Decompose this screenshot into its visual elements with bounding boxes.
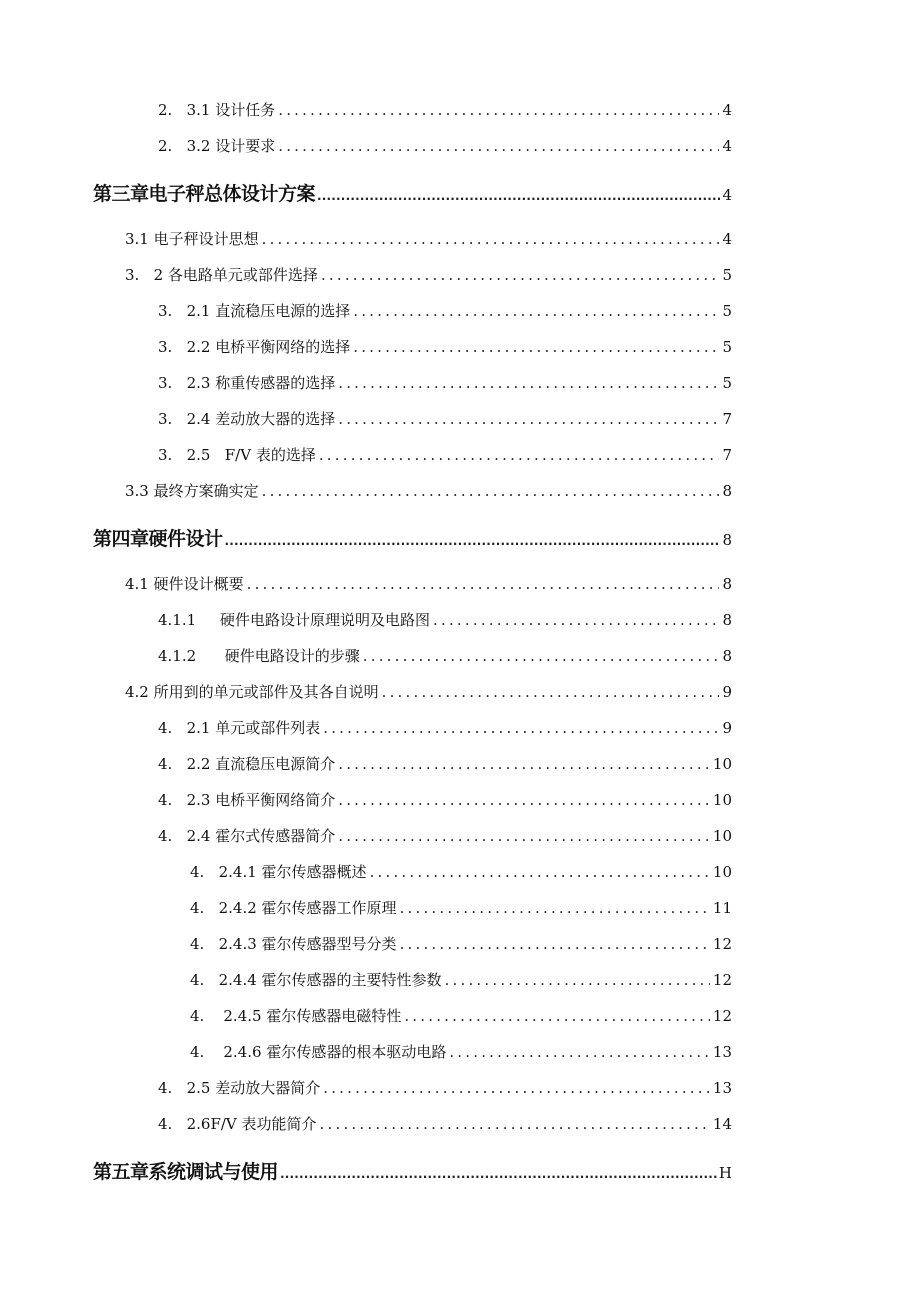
dot-leader	[353, 299, 719, 323]
toc-page-number: 4	[722, 137, 732, 155]
toc-chapter-entry[interactable]	[93, 1158, 732, 1186]
toc-entry-title: 3. 2.1 直流稳压电源的选择	[158, 302, 351, 320]
toc-page-number: 12	[712, 935, 732, 953]
toc-entry-title: 4. 2.4.3 霍尔传感器型号分类	[190, 935, 397, 953]
toc-entry-title: 3. 2.2 电桥平衡网络的选择	[158, 338, 351, 356]
toc-page-number: 10	[712, 755, 732, 773]
toc-page-number: 5	[722, 266, 732, 284]
toc-entry-title: 3.3 最终方案确实定	[125, 482, 259, 500]
toc-entry[interactable]	[125, 680, 732, 704]
toc-entry[interactable]	[158, 1076, 732, 1100]
toc-entry-title: 4. 2.3 电桥平衡网络简介	[158, 791, 336, 809]
toc-entry[interactable]	[125, 479, 732, 503]
toc-chapter-title: 第三章电子秤总体设计方案	[93, 183, 316, 205]
dot-leader	[320, 1112, 710, 1136]
toc-page-number: 8	[722, 531, 732, 549]
toc-page-number: 12	[712, 971, 732, 989]
toc-entry[interactable]	[125, 263, 732, 287]
dot-leader	[338, 788, 710, 812]
toc-entry[interactable]	[158, 752, 732, 776]
toc-entry[interactable]	[190, 932, 732, 956]
toc-entry-title: 4.1 硬件设计概要	[125, 575, 244, 593]
dot-leader	[247, 572, 720, 596]
toc-entry[interactable]	[125, 572, 732, 596]
toc-page-number: 10	[712, 863, 732, 881]
toc-entry[interactable]	[190, 860, 732, 884]
toc-entry[interactable]	[158, 644, 732, 668]
toc-entry-title: 2. 3.1 设计任务	[158, 101, 276, 119]
toc-entry-title: 4. 2.4 霍尔式传感器简介	[158, 827, 336, 845]
toc-entry[interactable]	[158, 608, 732, 632]
toc-entry-title: 3. 2.4 差动放大器的选择	[158, 410, 336, 428]
toc-page-number: 5	[722, 338, 732, 356]
toc-entry-title: 4.1.1 硬件电路设计原理说明及电路图	[158, 611, 431, 629]
toc-page-number: 5	[722, 374, 732, 392]
toc-chapter-entry[interactable]	[93, 180, 732, 208]
toc-page-number: 10	[712, 827, 732, 845]
toc-page-number: 7	[722, 410, 732, 428]
toc-page-number: 8	[722, 482, 732, 500]
toc-entry[interactable]	[190, 1004, 732, 1028]
toc-entry-title: 4. 2.4.5 霍尔传感器电磁特性	[190, 1007, 402, 1025]
toc-page-number: 4	[722, 101, 732, 119]
toc-entry-title: 3.1 电子秤设计思想	[125, 230, 259, 248]
toc-page-number: 10	[712, 791, 732, 809]
toc-page-number: 7	[722, 446, 732, 464]
toc-chapter-title: 第四章硬件设计	[93, 528, 223, 550]
toc-page-number: 4	[722, 186, 732, 204]
toc-entry[interactable]	[158, 788, 732, 812]
toc-entry-title: 3. 2 各电路单元或部件选择	[125, 266, 318, 284]
dot-leader	[319, 443, 720, 467]
toc-page-number: 13	[712, 1043, 732, 1061]
toc-entry-title: 4. 2.4.6 霍尔传感器的根本驱动电路	[190, 1043, 447, 1061]
toc-entry[interactable]	[190, 1040, 732, 1064]
toc-entry[interactable]	[190, 896, 732, 920]
dot-leader	[338, 407, 719, 431]
toc-entry-title: 4.2 所用到的单元或部件及其各自说明	[125, 683, 379, 701]
dot-leader	[338, 752, 710, 776]
toc-page-number: 13	[712, 1079, 732, 1097]
toc-entry[interactable]	[158, 335, 732, 359]
toc-page-number: 14	[712, 1115, 732, 1133]
dot-leader	[317, 182, 720, 210]
dot-leader	[449, 1040, 710, 1064]
toc-entry-title: 4. 2.4.1 霍尔传感器概述	[190, 863, 367, 881]
toc-page-number: 8	[722, 575, 732, 593]
toc-page-number: 9	[722, 719, 732, 737]
dot-leader	[404, 1004, 710, 1028]
toc-entry[interactable]	[158, 134, 732, 158]
dot-leader	[353, 335, 719, 359]
dot-leader	[262, 479, 720, 503]
dot-leader	[382, 680, 720, 704]
toc-entry[interactable]	[190, 968, 732, 992]
dot-leader	[323, 1076, 710, 1100]
dot-leader	[445, 968, 710, 992]
dot-leader	[278, 134, 719, 158]
toc-entry[interactable]	[158, 98, 732, 122]
toc-page-number: 5	[722, 302, 732, 320]
toc-entry[interactable]	[158, 1112, 732, 1136]
dot-leader	[323, 716, 719, 740]
toc-entry[interactable]	[158, 443, 732, 467]
toc-entry-title: 4. 2.4.4 霍尔传感器的主要特性参数	[190, 971, 442, 989]
toc-page-number: 9	[722, 683, 732, 701]
dot-leader	[262, 227, 720, 251]
dot-leader	[363, 644, 720, 668]
dot-leader	[225, 527, 721, 555]
toc-entry-title: 4. 2.1 单元或部件列表	[158, 719, 321, 737]
toc-page-number: 11	[712, 899, 732, 917]
dot-leader	[400, 932, 710, 956]
toc-entry[interactable]	[158, 371, 732, 395]
toc-chapter-entry[interactable]	[93, 525, 732, 553]
dot-leader	[280, 1160, 717, 1188]
toc-entry[interactable]	[158, 824, 732, 848]
toc-entry-title: 4.1.2 硬件电路设计的步骤	[158, 647, 360, 665]
dot-leader	[321, 263, 720, 287]
toc-chapter-title: 第五章系统调试与使用	[93, 1161, 279, 1183]
toc-entry[interactable]	[158, 407, 732, 431]
dot-leader	[338, 371, 719, 395]
dot-leader	[338, 824, 710, 848]
toc-entry-title: 4. 2.4.2 霍尔传感器工作原理	[190, 899, 397, 917]
dot-leader	[370, 860, 710, 884]
toc-entry-title: 3. 2.5 F/V 表的选择	[158, 446, 316, 464]
toc-entry[interactable]	[158, 299, 732, 323]
toc-entry[interactable]	[125, 227, 732, 251]
dot-leader	[433, 608, 719, 632]
toc-entry-title: 4. 2.2 直流稳压电源简介	[158, 755, 336, 773]
toc-entry[interactable]	[158, 716, 732, 740]
dot-leader	[400, 896, 710, 920]
toc-page-number: 4	[722, 230, 732, 248]
toc-page-number: 8	[722, 647, 732, 665]
toc-entry-title: 2. 3.2 设计要求	[158, 137, 276, 155]
dot-leader	[278, 98, 719, 122]
toc-entry-title: 4. 2.5 差动放大器简介	[158, 1079, 321, 1097]
toc-page-number: H	[718, 1164, 732, 1182]
toc-entry-title: 4. 2.6F/V 表功能简介	[158, 1115, 317, 1133]
toc-entry-title: 3. 2.3 称重传感器的选择	[158, 374, 336, 392]
toc-page-number: 8	[722, 611, 732, 629]
toc-page-number: 12	[712, 1007, 732, 1025]
